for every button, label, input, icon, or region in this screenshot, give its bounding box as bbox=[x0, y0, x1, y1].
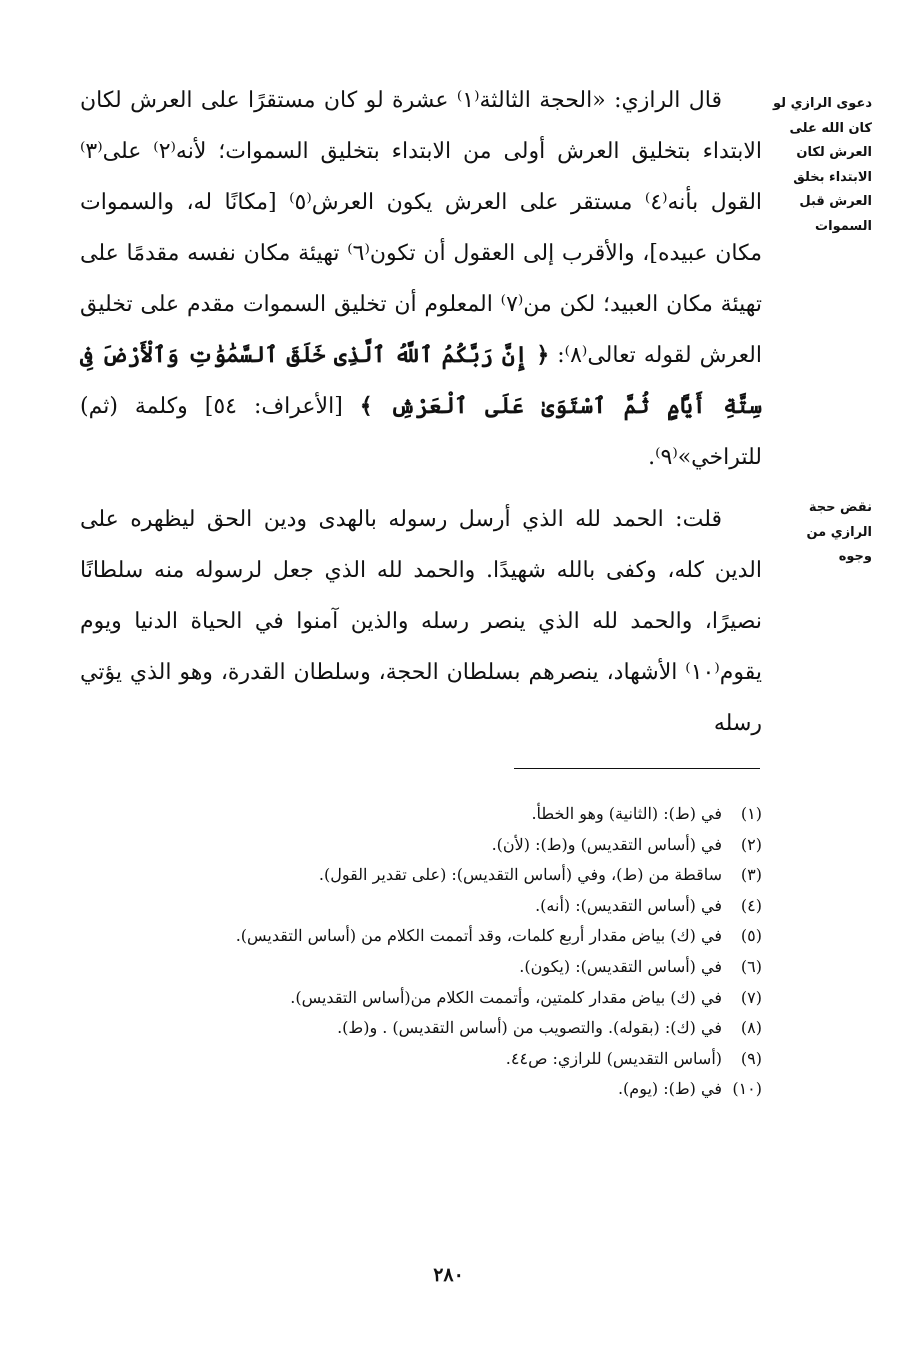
paragraph-razi-argument bbox=[80, 75, 762, 483]
footnote-number: (٦) bbox=[740, 956, 762, 976]
footnote-number: (٩) bbox=[740, 1048, 762, 1068]
footnote-text: في (أساس التقديس): (أنه). bbox=[535, 895, 722, 915]
footnote bbox=[60, 983, 762, 1014]
footnote-text: (أساس التقديس) للرازي: ص٤٤. bbox=[505, 1048, 722, 1068]
paragraph-response: قلت: الحمد لله الذي أرسل رسوله بالهدى ودين الحق ليظهره على الدين كله، وكفى بالله شهيدًا. والحمد لله الذي جعل لرسوله منه سلطانًا نصيرًا، والحمد لله الذي ينصر رسله والذين آمنوا في الحياة الدنيا ويوم يقوم⁽١٠⁾ الأشهاد، ينصرهم بسلطان الحجة، وسلطان القدرة، وهو الذي يؤتي رسله bbox=[80, 507, 762, 736]
footnote-text: في (ك) بياض مقدار كلمتين، وأتممت الكلام من(أساس التقديس). bbox=[290, 987, 722, 1007]
footnote-number: (٣) bbox=[740, 865, 762, 885]
footnote-text: في (ك) بياض مقدار أربع كلمات، وقد أتممت الكلام من (أساس التقديس). bbox=[235, 926, 722, 946]
margin-note-razi-claim: دعوى الرازي لو كان الله على العرش لكان الابتداء بخلق العرش قبل السموات bbox=[773, 96, 872, 234]
footnote bbox=[60, 860, 762, 891]
footnote-text: ساقطة من (ط)، وفي (أساس التقديس): (على تقدير القول). bbox=[318, 865, 722, 885]
footnote bbox=[60, 952, 762, 983]
footnote-number: (٢) bbox=[740, 834, 762, 854]
footnote-text: في (ط): (يوم). bbox=[617, 1079, 722, 1099]
quran-verse: ﴿ إِنَّ رَبَّكُمُ ٱللَّهُ ٱلَّذِى خَلَقَ ٱلسَّمَٰوَٰتِ وَٱلْأَرْضَ فِى سِتَّةِ أَيَّامٍ ثُمَّ ٱسْتَوَىٰ عَلَى ٱلْعَرْشِ ﴾ bbox=[80, 342, 762, 419]
footnote-number: (٤) bbox=[740, 895, 762, 915]
footnote-separator bbox=[514, 768, 760, 769]
footnote-number: (٧) bbox=[740, 987, 762, 1007]
verse-reference: [الأعراف: ٥٤] وكلمة (ثم) للتراخي»⁽٩⁾. bbox=[80, 394, 762, 470]
footnote-number: (٨) bbox=[740, 1018, 762, 1038]
page-number: ٢٨٠ bbox=[433, 1264, 464, 1286]
footnote-number: (٥) bbox=[740, 926, 762, 946]
footnote bbox=[60, 830, 762, 861]
footnote-text: في (أساس التقديس): (يكون). bbox=[519, 956, 722, 976]
footnote bbox=[60, 921, 762, 952]
footnote bbox=[60, 1044, 762, 1075]
footnote bbox=[60, 799, 762, 830]
footnote-number: (١٠) bbox=[732, 1079, 762, 1099]
margin-note-refutation: نقض حجة الرازي من وجوه bbox=[806, 500, 872, 564]
footnote-text: في (ط): (الثانية) وهو الخطأ. bbox=[531, 804, 722, 823]
footnote-number: (١) bbox=[740, 804, 762, 823]
footnote bbox=[60, 1074, 762, 1105]
footnote-text: في (أساس التقديس) و(ط): (لأن). bbox=[491, 834, 722, 854]
paragraph-text: قال الرازي: «الحجة الثالثة⁽١⁾ عشرة لو كان مستقرًا على العرش لكان الابتداء بتخليق العرش أولى من الابتداء بتخليق السموات؛ لأنه⁽٢⁾ على⁽٣⁾ القول بأنه⁽٤⁾ مستقر على العرش يكون العرش⁽٥⁾ [مكانًا له، والسموات مكان عبيده]، والأقرب إلى العقول أن تكون⁽٦⁾ تهيئة مكان نفسه مقدمًا على تهيئة مكان العبيد؛ لكن من⁽٧⁾ المعلوم أن تخليق السموات مقدم على تخليق العرش لقوله تعالى⁽٨⁾: bbox=[80, 88, 763, 368]
footnote bbox=[60, 891, 762, 922]
footnotes-list bbox=[60, 799, 762, 1105]
footnote-text: في (ك): (بقوله). والتصويب من (أساس التقديس) . و(ط). bbox=[337, 1018, 722, 1038]
footnote bbox=[60, 1013, 762, 1044]
main-text bbox=[80, 75, 762, 749]
